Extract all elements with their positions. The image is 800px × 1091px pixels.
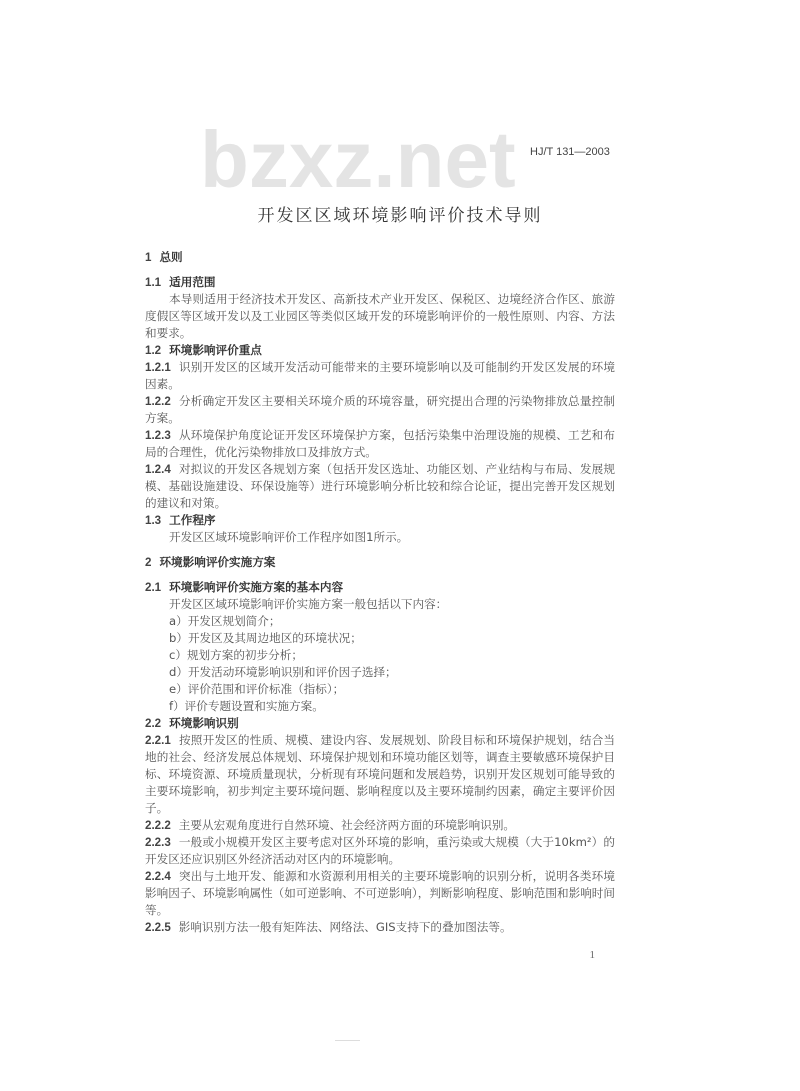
clause-number: 2.2.5 [145,921,171,934]
section-2-heading [145,554,615,571]
clause-1-2-1 [145,359,615,393]
section-title: 环境影响识别 [169,716,239,730]
section-1-heading [145,249,615,266]
section-number: 2 [145,556,152,569]
page-number: 1 [589,949,595,961]
clause-1-2-2 [145,393,615,427]
clause-number: 2.2.1 [145,734,171,747]
section-title: 环境影响评价实施方案的基本内容 [169,580,344,594]
section-number: 2.1 [145,581,162,594]
section-1-3-text: 开发区区域环境影响评价工作程序如图1所示。 [169,530,409,544]
clause-text: 识别开发区的区域开发活动可能带来的主要环境影响以及可能制约开发区发展的环境因素。 [145,360,615,391]
clause-text: 分析确定开发区主要相关环境介质的环境容量，研究提出合理的污染物排放总量控制方案。 [145,394,615,425]
section-title: 环境影响评价重点 [169,343,262,357]
list-item: a）开发区规划简介； [169,614,281,628]
clause-2-2-3 [145,834,615,868]
section-2-1-text: 开发区区域环境影响评价实施方案一般包括以下内容： [169,597,448,611]
section-2-2-heading [145,715,615,732]
section-number: 1 [145,251,152,264]
clause-text: 一般或小规模开发区主要考虑对区外环境的影响，重污染或大规模（大于10km²）的开发区还应识别区外经济活动对区内的环境影响。 [145,835,615,866]
section-1-1-text: 本导则适用于经济技术开发区、高新技术产业开发区、保税区、边境经济合作区、旅游度假区等区域开发以及工业园区等类似区域开发的环境影响评价的一般性原则、内容、方法和要求。 [145,292,615,340]
list-item: f）评价专题设置和实施方案。 [169,699,324,713]
clause-1-2-3 [145,427,615,461]
clause-number: 2.2.2 [145,819,171,832]
section-1-2-heading [145,342,615,359]
list-item: e）评价范围和评价标准（指标）； [169,682,345,696]
section-number: 1.2 [145,344,162,357]
section-number: 2.2 [145,717,162,730]
section-1-3-heading [145,512,615,529]
clause-number: 2.2.4 [145,870,171,883]
clause-number: 1.2.1 [145,361,171,374]
clause-1-2-4 [145,461,615,512]
clause-number: 1.2.4 [145,463,171,476]
clause-text: 主要从宏观角度进行自然环境、社会经济两方面的环境影响识别。 [178,818,516,832]
clause-text: 影响识别方法一般有矩阵法、网络法、GIS支持下的叠加图法等。 [178,920,512,934]
clause-text: 突出与土地开发、能源和水资源利用相关的主要环境影响的识别分析，说明各类环境影响因子、环境影响属性（如可逆影响、不可逆影响），判断影响程度、影响范围和影响时间等。 [145,869,615,917]
clause-text: 从环境保护角度论证开发区环境保护方案，包括污染集中治理设施的规模、工艺和布局的合理性，优化污染物排放口及排放方式。 [145,428,615,459]
scan-mark [335,1040,360,1041]
clause-2-2-5 [145,919,615,936]
clause-number: 2.2.3 [145,836,171,849]
section-title: 适用范围 [169,275,216,289]
document-title: 开发区区域环境影响评价技术导则 [257,206,543,226]
clause-number: 1.2.3 [145,429,171,442]
section-title: 环境影响评价实施方案 [159,555,276,569]
clause-2-2-1 [145,732,615,817]
clause-text: 对拟议的开发区各规划方案（包括开发区选址、功能区划、产业结构与布局、发展规模、基础设施建设、环保设施等）进行环境影响分析比较和综合论证，提出完善开发区规划的建议和对策。 [145,462,615,510]
section-title: 工作程序 [169,513,216,527]
clause-2-2-2 [145,817,615,834]
standard-code: HJ/T 131—2003 [530,146,610,158]
watermark: bzxz.net [200,115,516,204]
list-item: d）开发活动环境影响识别和评价因子选择； [169,665,397,679]
section-number: 1.1 [145,276,162,289]
list-item: b）开发区及其周边地区的环境状况； [169,631,362,645]
clause-2-2-4 [145,868,615,919]
clause-text: 按照开发区的性质、规模、建设内容、发展规划、阶段目标和环境保护规划，结合当地的社会、经济发展总体规划、环境保护规划和环境功能区划等，调查主要敏感环境保护目标、环境资源、环境质量现状，分析现有环境问题和发展趋势，识别开发区规划可能导致的主要环境影响，初步判定主要环境问题、影响程度以及主要环境制约因素，确定主要评价因子。 [145,733,615,815]
section-number: 1.3 [145,514,162,527]
section-1-1-heading [145,274,615,291]
list-item: c）规划方案的初步分析； [169,648,303,662]
document-body [145,249,615,962]
section-title: 总则 [159,250,183,264]
section-2-1-heading [145,579,615,596]
clause-number: 1.2.2 [145,395,171,408]
